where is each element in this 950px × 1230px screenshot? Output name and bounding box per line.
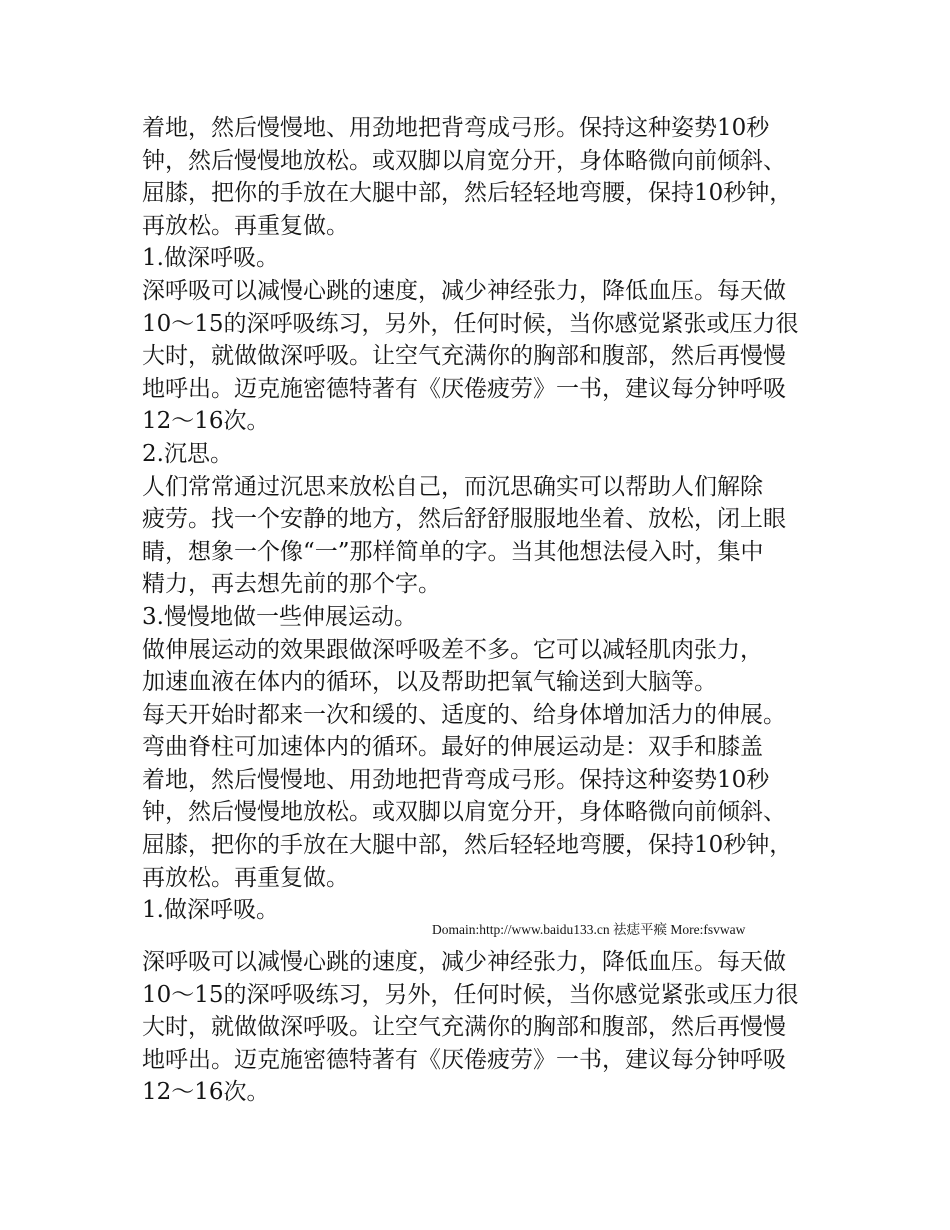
text-line: 大时，就做做深呼吸。让空气充满你的胸部和腹部，然后再慢慢 bbox=[142, 343, 786, 370]
text-line: 地呼出。迈克施密德特著有《厌倦疲劳》一书，建议每分钟呼吸 bbox=[142, 1046, 786, 1073]
text-line: 着地，然后慢慢地、用劲地把背弯成弓形。保持这种姿势10秒 bbox=[142, 766, 770, 793]
text-line: 再放松。再重复做。 bbox=[142, 212, 349, 239]
text-line: 深呼吸可以减慢心跳的速度，减少神经张力，降低血压。每天做 bbox=[142, 277, 786, 304]
text-line: 加速血液在体内的循环，以及帮助把氧气输送到大脑等。 bbox=[142, 669, 717, 696]
text-line: 人们常常通过沉思来放松自己，而沉思确实可以帮助人们解除 bbox=[142, 473, 763, 500]
text-line: 着地，然后慢慢地、用劲地把背弯成弓形。保持这种姿势10秒 bbox=[142, 115, 770, 141]
document-body-text-continued bbox=[142, 946, 814, 1109]
text-line: 1.做深呼吸。 bbox=[142, 897, 279, 924]
document-body-text bbox=[142, 112, 814, 927]
text-line: 10～15的深呼吸练习，另外，任何时候，当你感觉紧张或压力很 bbox=[142, 981, 799, 1008]
text-line: 12～16次。 bbox=[142, 1079, 270, 1106]
text-line: 钟，然后慢慢地放松。或双脚以肩宽分开，身体略微向前倾斜、 bbox=[142, 147, 786, 174]
page-footer-domain: Domain:http://www.baidu133.cn 祛痣平瘊 More:fsvwaw bbox=[432, 922, 746, 937]
text-line: 1.做深呼吸。 bbox=[142, 245, 279, 272]
text-line: 12～16次。 bbox=[142, 408, 270, 435]
text-line: 屈膝，把你的手放在大腿中部，然后轻轻地弯腰，保持10秒钟， bbox=[142, 180, 793, 207]
text-line: 钟，然后慢慢地放松。或双脚以肩宽分开，身体略微向前倾斜、 bbox=[142, 799, 786, 826]
text-line: 再放松。再重复做。 bbox=[142, 864, 349, 891]
text-line: 3.慢慢地做一些伸展运动。 bbox=[142, 603, 417, 630]
text-line: 疲劳。找一个安静的地方，然后舒舒服服地坐着、放松，闭上眼 bbox=[142, 506, 786, 533]
text-line: 做伸展运动的效果跟做深呼吸差不多。它可以减轻肌肉张力， bbox=[142, 636, 763, 663]
text-line: 弯曲脊柱可加速体内的循环。最好的伸展运动是：双手和膝盖 bbox=[142, 734, 763, 761]
text-line: 睛，想象一个像“一”那样简单的字。当其他想法侵入时，集中 bbox=[142, 538, 764, 565]
text-line: 地呼出。迈克施密德特著有《厌倦疲劳》一书，建议每分钟呼吸 bbox=[142, 375, 786, 402]
text-line: 10～15的深呼吸练习，另外，任何时候，当你感觉紧张或压力很 bbox=[142, 310, 799, 337]
text-line: 屈膝，把你的手放在大腿中部，然后轻轻地弯腰，保持10秒钟， bbox=[142, 832, 793, 859]
text-line: 精力，再去想先前的那个字。 bbox=[142, 571, 441, 598]
text-line: 2.沉思。 bbox=[142, 440, 233, 467]
text-line: 深呼吸可以减慢心跳的速度，减少神经张力，降低血压。每天做 bbox=[142, 949, 786, 975]
text-line: 大时，就做做深呼吸。让空气充满你的胸部和腹部，然后再慢慢 bbox=[142, 1014, 786, 1041]
text-line: 每天开始时都来一次和缓的、适度的、给身体增加活力的伸展。 bbox=[142, 701, 786, 728]
